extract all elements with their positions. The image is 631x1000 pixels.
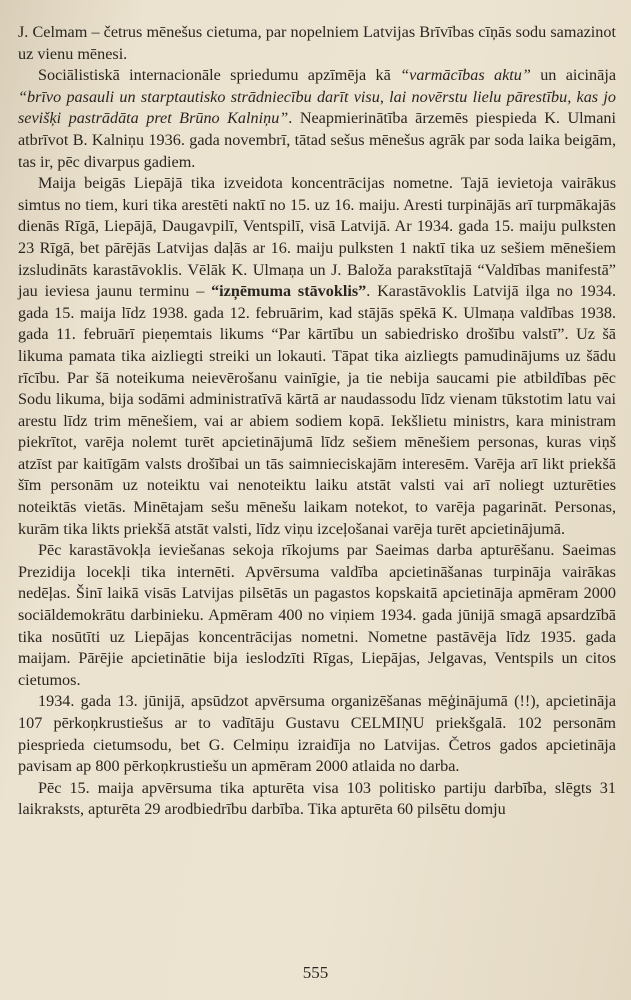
text-run: un aicināja — [530, 66, 617, 85]
paragraph — [18, 778, 616, 821]
text-run: . Neapmierinātība ārzemēs piespieda K. Ulmani atbrīvot B. Kalniņu 1936. gada novembrī, tātad sešus mēnešus agrāk par soda laika beigām, tas ir, pēc divarpus gadiem. — [18, 109, 616, 171]
paragraph — [18, 540, 616, 691]
text-run: Sociālistiskā internacionāle spriedumu apzīmēja kā — [38, 66, 401, 85]
page-number: 555 — [302, 963, 329, 982]
paragraph — [18, 691, 616, 777]
text-run: . Karastāvoklis Latvijā ilga no 1934. gada 15. maija līdz 1938. gada 12. februārim, kad stājās spēkā K. Ulmaņa valdības 1938. gada 11. februārī pieņemtais likums “Par kārtību un sabiedrisko drošību valstī”. Uz šā likuma pamata tika aizliegti streiki un lokauti. Tāpat tika aizliegts pamudinājums uz šādu rīcību. Par šā noteikuma neievērošanu vainīgie, ja tie nebija saucami pie atbildības pēc Sodu likuma, bija sodāmi administratīvā kārtā ar naudassodu līdz vienam tūkstotim latu vai arestu līdz trim mēnešiem, vai ar abiem sodiem kopā. Iekšlietu ministrs, kara ministram piekrītot, varēja nolemt turēt apcietinājumā līdz sešiem mēnešiem personas, kuras viņš atzīst par kaitīgām valsts drošībai un tās saimnieciskajām interesēm. Varēja arī likt priekšā šīm personām uz noteiktu vai nenoteiktu laiku atstāt valsti vai arī noliegt uzturēties noteiktās vietās. Minētajam sešu mēnešu laikam notekot, to varēja pagarināt. Personas, kurām tika likts priekšā atstāt valsti, līdz viņu izceļošanai varēja turēt apcietinājumā. — [18, 282, 616, 538]
paragraph — [18, 22, 616, 65]
text-run: Maija beigās Liepājā tika izveidota koncentrācijas nometne. Tajā ievietoja vairākus simtus no tiem, kuri tika arestēti naktī no 15. uz 16. maiju. Aresti turpinājās arī turpmākajās dienās Rīgā, Liepājā, Daugavpilī, Ventspilī, visā Latvijā. Ar 1934. gada 15. maiju pulksten 23 Rīgā, bet pārējās Latvijas daļās ar 16. maiju pulksten 1 naktī tika uz sešiem mēnešiem izsludināts karastāvoklis. Vēlāk K. Ulmaņa un J. Baloža parakstītajā “Valdības manifestā” jau ieviesa jaunu terminu – — [18, 174, 616, 301]
italic-quote: “brīvo pasauli un starptautisko strādniecību darīt visu, lai novērstu lielu pārestību, kas jo sevišķi pastrādāta pret Brūno Kalniņu” — [18, 87, 616, 128]
page-body — [18, 22, 616, 821]
text-run: 1934. gada 13. jūnijā, apsūdzot apvērsuma organizēšanas mēģinājumā (!!), apcietināja 107 pērkoņkrustiešus ar to vadītāju Gustavu CELMIŅU priekšgalā. 102 personām piesprieda cietumsodu, bet G. Celmiņu izraidīja no Latvijas. Četros gados apcietināja pavisam ap 800 pērkoņkrustiešu un apmēram 2000 atlaida no darba. — [18, 692, 616, 776]
paragraph — [18, 173, 616, 540]
text-run: Pēc karastāvokļa ieviešanas sekoja rīkojums par Saeimas darba apturēšanu. Saeimas Prezidija locekļi tika internēti. Apvērsuma valdība apcietināšanas turpināja vairākas nedēļas. Šinī laikā visās Latvijas pilsētās un pagastos kopskaitā apcietināja apmēram 2000 sociāldemokrātu darbinieku. Apmēram 400 no viņiem 1934. gada jūnijā smagā apsardzībā tika nosūtīti uz Liepājas koncentrācijas nometni. Nometne pastāvēja līdz 1935. gada maijam. Pārējie apcietinātie bija ieslodzīti Rīgas, Liepājas, Jelgavas, Ventspils un citos cietumos. — [18, 541, 616, 689]
paragraph — [18, 65, 616, 173]
bold-term: “izņēmuma stāvoklis” — [211, 282, 367, 301]
text-run: J. Celmam – četrus mēnešus cietuma, par nopelniem Latvijas Brīvības cīņās sodu samazinot uz vienu mēnesi. — [18, 23, 616, 63]
italic-quote: “varmācības aktu” — [400, 66, 531, 85]
text-run: Pēc 15. maija apvērsuma tika apturēta visa 103 politisko partiju darbība, slēgts 31 laikraksts, apturēta 29 arodbiedrību darbība. Tika apturēta 60 pilsētu domju — [18, 778, 616, 819]
